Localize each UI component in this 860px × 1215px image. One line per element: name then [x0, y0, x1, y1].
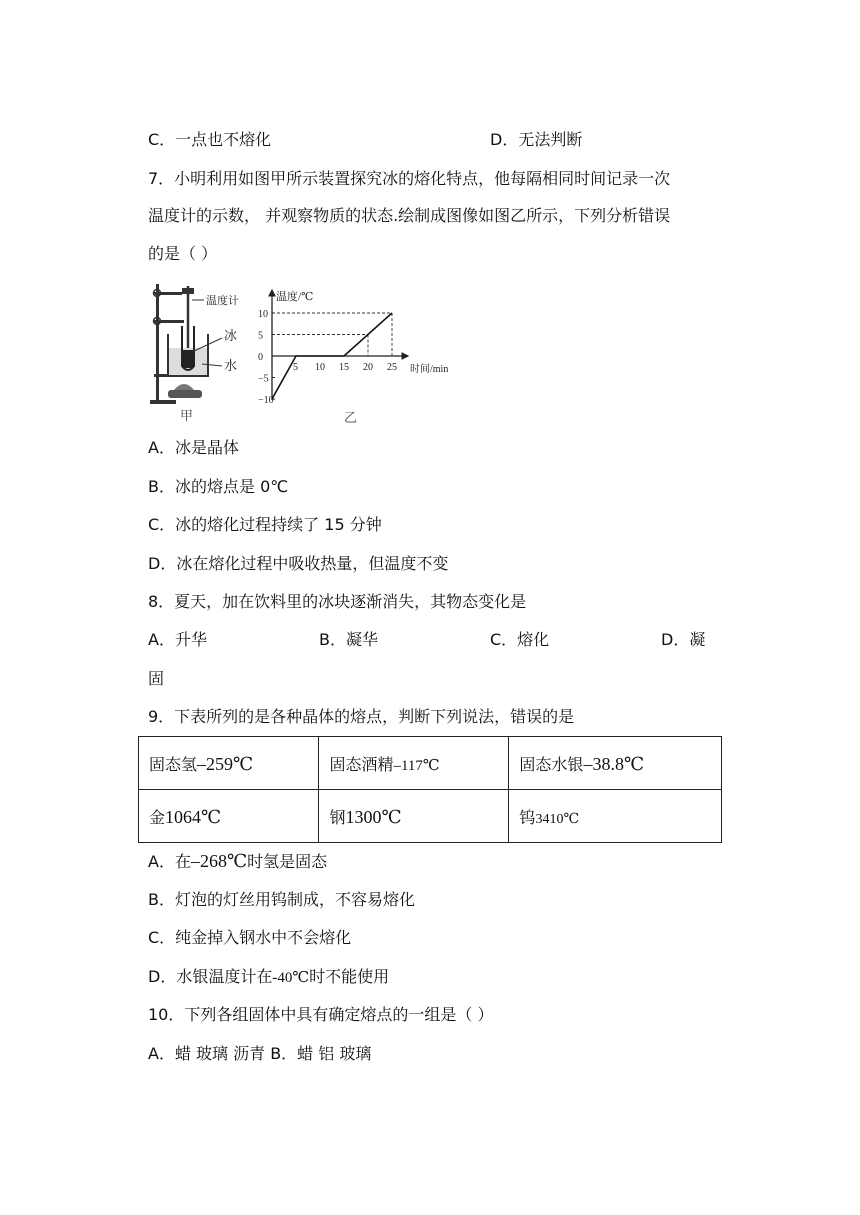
q10-stem: 10．下列各组固体中具有确定熔点的一组是（ ） [148, 1005, 494, 1024]
table-row [139, 737, 722, 790]
q7-option-b: B．冰的熔点是 0℃ [148, 477, 289, 496]
ice [183, 350, 193, 368]
q8-option-d: D．凝 [661, 630, 706, 649]
middle-clamp [154, 320, 184, 323]
x-tick-label: 25 [387, 362, 397, 373]
apparatus-figure [146, 278, 262, 424]
q8-option-b: B．凝华 [319, 630, 378, 649]
q7-stem-line1: 7．小明利用如图甲所示装置探究冰的熔化特点，他每隔相同时间记录一次 [148, 169, 671, 188]
x-tick-label: 15 [339, 362, 349, 373]
table-cell: 钨3410℃ [509, 790, 722, 843]
q6-option-d: D．无法判断 [490, 130, 583, 149]
table-row [139, 790, 722, 843]
ice-label: 冰 [224, 328, 238, 343]
q9-option-a: A．在–268℃时氢是固态 [148, 851, 328, 871]
q9-option-b: B．灯泡的灯丝用钨制成，不容易熔化 [148, 890, 415, 909]
x-tick-label: 5 [293, 362, 298, 373]
q8-option-a: A．升华 [148, 630, 207, 649]
y-tick-label: −5 [258, 373, 269, 385]
q7-stem-line2: 温度计的示数， 并观察物质的状态.绘制成图像如图乙所示，下列分析错误 [148, 206, 671, 225]
q8-option-d-continued: 固 [148, 669, 165, 688]
water-label: 水 [224, 358, 238, 373]
q10-options-ab: A．蜡 玻璃 沥青 B．蜡 铝 玻璃 [148, 1044, 372, 1063]
q7-option-d: D．冰在熔化过程中吸收热量，但温度不变 [148, 554, 449, 573]
thermometer-label: 温度计 [206, 295, 239, 307]
q8-stem: 8．夏天，加在饮料里的冰块逐渐消失，其物态变化是 [148, 592, 527, 611]
table-cell: 金1064℃ [139, 790, 319, 843]
x-axis-label: 时间/min [410, 364, 449, 375]
y-axis-label: 温度/℃ [276, 291, 314, 303]
burner-flame [174, 384, 194, 390]
q7-option-c: C．冰的熔化过程持续了 15 分钟 [148, 515, 382, 534]
q7-stem-line3: 的是（ ） [148, 244, 218, 263]
y-tick-label: 5 [258, 330, 263, 342]
apparatus-caption: 甲 [180, 408, 194, 423]
burner [168, 390, 202, 398]
q6-option-c: C．一点也不熔化 [148, 130, 272, 149]
y-tick-label: −10 [258, 395, 274, 406]
temperature-time-graph [258, 284, 468, 426]
table-cell: 固态酒精–117℃ [319, 737, 509, 790]
upper-clamp [154, 292, 182, 295]
graph-caption: 乙 [344, 410, 358, 425]
stand-rod [156, 284, 159, 402]
q7-option-a: A．冰是晶体 [148, 438, 239, 457]
x-tick-label: 20 [363, 362, 373, 373]
q8-option-c: C．熔化 [490, 630, 550, 649]
y-tick-label: 0 [258, 352, 263, 363]
q9-stem: 9．下表所列的是各种晶体的熔点，判断下列说法，错误的是 [148, 707, 575, 726]
y-tick-label: 10 [258, 309, 268, 320]
table-cell: 固态氢–259℃ [139, 737, 319, 790]
q9-option-c: C．纯金掉入钢水中不会熔化 [148, 928, 352, 947]
x-tick-label: 10 [315, 362, 325, 373]
table-cell: 钢1300℃ [319, 790, 509, 843]
table-cell: 固态水银–38.8℃ [509, 737, 722, 790]
q9-option-d: D．水银温度计在-40℃时不能使用 [148, 967, 390, 986]
melting-point-table [138, 736, 722, 843]
stand-base [150, 400, 176, 404]
